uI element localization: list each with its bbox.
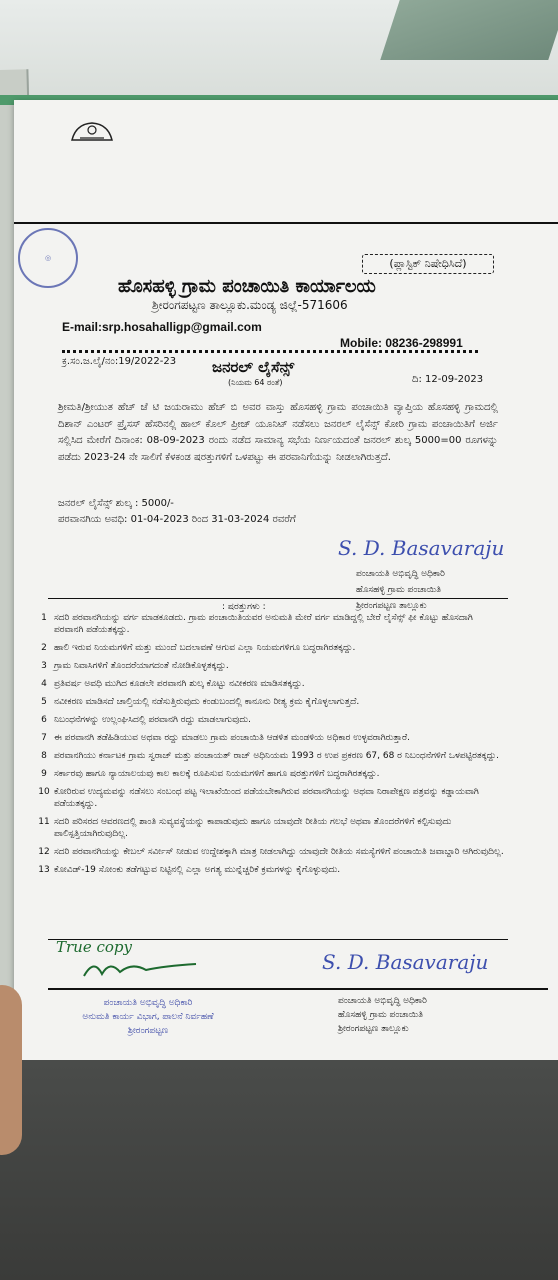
office-address: ಶ್ರೀರಂಗಪಟ್ಟಣ ತಾಲ್ಲೂಕು.ಮಂಡ್ಯ ಜಿಲ್ಲೆ-571606 (152, 298, 348, 312)
table-surface (0, 1060, 558, 1280)
officer-line: ಶ್ರೀರಂಗಪಟ್ಟಣ ತಾಲ್ಲೂಕು (338, 1024, 409, 1034)
office-email: E-mail:srp.hosahalligp@gmail.com (62, 320, 262, 334)
condition-text: ಪ್ರತಿವರ್ಷ ಅವಧಿ ಮುಗಿದ ಕೂಡಲೇ ಪರವಾನಗಿ ಶುಲ್ಕ ಕೊಟ್ಟು ನವೀಕರಣ ಮಾಡಿಸತಕ್ಕದ್ದು. (54, 679, 305, 689)
officer-block-bottom (338, 994, 427, 1036)
officer-line: ಹೊಸಹಳ್ಳಿ ಗ್ರಾಮ ಪಂಚಾಯಿತಿ (338, 1010, 424, 1020)
condition-item (34, 660, 504, 672)
condition-text: ಸರ್ಕಾರವು ಹಾಗೂ ನ್ಯಾಯಾಲಯವು ಕಾಲ ಕಾಲಕ್ಕೆ ರೂಪಿಸುವ ನಿಯಮಗಳಿಗೆ ಹಾಗೂ ಷರತ್ತುಗಳಿಗೆ ಬದ್ಧರಾಗಿರತಕ್ಕದ್ದು. (54, 769, 380, 779)
true-copy-note: True copy (56, 938, 132, 956)
condition-number: 3 (41, 661, 47, 671)
condition-number: 8 (41, 751, 47, 761)
officer-line: ಪಂಚಾಯತಿ ಅಭಿವೃದ್ಧಿ ಅಧಿಕಾರಿ (338, 996, 427, 1006)
condition-number: 9 (41, 769, 47, 779)
condition-text: ಹಾಲಿ ಇರುವ ನಿಯಮಗಳಿಗೆ ಮತ್ತು ಮುಂದೆ ಬದಲಾವಣೆ ಆಗುವ ಎಲ್ಲಾ ನಿಯಮಗಳಿಗೂ ಬದ್ಧರಾಗಿರತಕ್ಕದ್ದು. (54, 643, 356, 653)
attestation-line: ಪಂಚಾಯತಿ ಅಭಿವೃದ್ಧಿ ಅಧಿಕಾರಿ (103, 998, 193, 1008)
conditions-heading: : ಷರತ್ತುಗಳು : (222, 602, 266, 612)
license-validity: ಪರವಾನಗಿಯ ಅವಧಿ: 01-04-2023 ರಿಂದ 31-03-2024 ರವರೆಗೆ (58, 514, 296, 525)
document-bottom-rule (48, 988, 548, 990)
condition-text: ನಿಬಂಧನೆಗಳನ್ನು ಉಲ್ಲಂಘಿಸಿದಲ್ಲಿ ಪರವಾನಗಿ ರದ್ದು ಮಾಡಲಾಗುವುದು. (54, 715, 251, 725)
document-top-rule (14, 222, 558, 224)
emblem-icon (68, 120, 116, 142)
condition-number: 1 (41, 613, 47, 623)
condition-text: ಗ್ರಾಮ ನಿವಾಸಿಗಳಿಗೆ ತೊಂದರೆಯಾಗದಂತೆ ನೋಡಿಕೊಳ್ಳತಕ್ಕದ್ದು. (54, 661, 229, 671)
condition-number: 6 (41, 715, 47, 725)
condition-item (34, 864, 504, 876)
reference-number: ಕ್ರ.ಸಂ.ಜ.ಲೈ/ನಂ:19/2022-23 (62, 356, 177, 367)
condition-text: ಪರವಾನಗಿಯು ಕರ್ನಾಟಕ ಗ್ರಾಮ ಸ್ವರಾಜ್ ಮತ್ತು ಪಂಚಾಯತ್ ರಾಜ್ ಅಧಿನಿಯಮ 1993 ರ ಉಪ ಪ್ರಕರಣ 67, 68 ರ ನಿಬಂಧನೆಗಳಿಗೆ ಒಳಪಟ್ಟಿರತಕ್ಕದ್ದು. (54, 751, 499, 761)
dotted-divider (62, 350, 478, 353)
condition-number: 2 (41, 643, 47, 653)
condition-text: ಕೋರಿರುವ ಉದ್ಯಮವನ್ನು ನಡೆಸಲು ಸಂಬಂಧ ಪಟ್ಟ ಇಲಾಖೆಯಿಂದ ಪಡೆಯಬೇಕಾಗಿರುವ ಪರವಾನಗಿಯನ್ನು ಅಥವಾ ನಿರಾಪೇಕ್ಷಣ ಪತ್ರವನ್ನು ಕಡ್ಡಾಯವಾಗಿ ಪಡೆಯತಕ್ಕದ್ದು. (54, 787, 479, 809)
condition-number: 13 (38, 865, 50, 875)
license-rule: (ನಿಯಮ 64 ರಂತೆ) (228, 378, 283, 387)
condition-item (34, 846, 504, 858)
attestation-line: ಅನುಮತಿ ಕಾರ್ಯ ವಿಭಾಗ, ಪಾಲನೆ ನಿರ್ವಹಣೆ (82, 1012, 214, 1022)
signature-officer-bottom: S. D. Basavaraju (322, 950, 489, 974)
office-title: ಹೊಸಹಳ್ಳಿ ಗ್ರಾಮ ಪಂಚಾಯಿತಿ ಕಾರ್ಯಾಲಯ (118, 276, 376, 297)
attestation-line: ಶ್ರೀರಂಗಪಟ್ಟಣ (127, 1026, 169, 1036)
condition-item (34, 612, 504, 636)
condition-text: ಈ ಪರವಾನಗಿ ತಡೆಹಿಡಿಯುವ ಅಥವಾ ರದ್ದು ಮಾಡಲು ಗ್ರಾಮ ಪಂಚಾಯಿತಿ ಆಡಳಿತ ಮಂಡಳಿಯ ಅಧಿಕಾರ ಉಳ್ಳವರಾಗಿರುತ್ತಾರೆ. (54, 733, 410, 743)
condition-number: 10 (38, 787, 50, 797)
condition-text: ಸದರಿ ಪರವಾನಗಿಯನ್ನು ಕೇಬಲ್ ಸರ್ವೀಸ್ ನೀಡುವ ಉದ್ದೇಶಕ್ಕಾಗಿ ಮಾತ್ರ ನೀಡಲಾಗಿದ್ದು ಯಾವುದೇ ರೀತಿಯ ಸಮಸ್ಯೆಗಳಿಗೆ ಪಂಚಾಯಿತಿ ಜವಾಬ್ದಾರಿ ಆಗಿರುವುದಿಲ್ಲ. (54, 847, 504, 857)
condition-item (34, 750, 504, 762)
office-stamp: ◎ (18, 228, 78, 288)
condition-text: ಸದರಿ ಪರಿಸರದ ಆವರಣದಲ್ಲಿ ಶಾಂತಿ ಸುವ್ಯವಸ್ಥೆಯನ್ನು ಕಾಪಾಡುವುದು ಹಾಗೂ ಯಾವುದೇ ರೀತಿಯ ಗಲಭೆ ಅಥವಾ ತೊಂದರೆಗಳಿಗೆ ಕಲ್ಪಿಸುವುದು ಪಾಲಿಸ್ಪತ್ತಿಯಾಗಿರುವುದಿಲ್ಲ. (54, 817, 452, 839)
license-body: ಶ್ರೀಮತಿ/ಶ್ರೀಯುತ ಹೆಚ್ ಜೆ ಟಿ ಜಯರಾಮು ಹೆಚ್ ಬಿ ಅವರ ವಾಸ್ತು ಹೊಸಹಳ್ಳಿ ಗ್ರಾಮ ಪಂಚಾಯಿತಿ ವ್ಯಾಪ್ತಿಯ ಹೊಸಹಳ್ಳಿ ಗ್ರಾಮದಲ್ಲಿ ದಿಶಾನ್ ಎಂಟರ್ ಪ್ರೈಸಸ್ ಹೆಸರಿನಲ್ಲಿ ಹಾಲ್ ಕೊಲ್ ಪ್ರೀಜ್ ಯೂನಿಟ್ ನಡೆಸಲು ಜನರಲ್ ಲೈಸೆನ್ಸ್ ಕೋರಿ ಗ್ರಾಮ ಪಂಚಾಯಿತಿಗೆ ಅರ್ಜಿ ಸಲ್ಲಿಸಿದ ಮೇರೆಗೆ ದಿನಾಂಕ: 08-09-2023 ರಂದು ನಡೆದ ಸಾಮಾನ್ಯ ಸಭೆಯ ನಿರ್ಣಯದಂತೆ ಜನರಲ್ ಶುಲ್ಕ 5000=00 ರೂಗಳನ್ನು ಪಡೆದು 2023-24 ನೇ ಸಾಲಿಗೆ ಕೆಳಕಂಡ ಷರತ್ತುಗಳಿಗೆ ಒಳಪಟ್ಟು ಈ ಪರವಾನಿಗೆಯನ್ನು ನೀಡಲಾಗಿರುತ್ತದೆ. (58, 402, 498, 463)
office-mobile: Mobile: 08236-298991 (340, 336, 463, 350)
officer-line: ಹೊಸಹಳ್ಳಿ ಗ್ರಾಮ ಪಂಚಾಯಿತಿ (356, 585, 442, 595)
condition-item (34, 696, 504, 708)
green-signature-mark (80, 956, 200, 982)
condition-item (34, 714, 504, 726)
condition-item (34, 768, 504, 780)
signature-officer: S. D. Basavaraju (338, 536, 505, 560)
issue-date: ದಿ: 12-09-2023 (412, 374, 484, 385)
condition-number: 7 (41, 733, 47, 743)
license-title: ಜನರಲ್ ಲೈಸೆನ್ಸ್ (212, 358, 295, 376)
condition-text: ಕೋವಿಡ್-19 ಸೋಂಕು ತಡೆಗಟ್ಟುವ ನಿಟ್ಟಿನಲ್ಲಿ ಎಲ್ಲಾ ಅಗತ್ಯ ಮುನ್ನೆಚ್ಚರಿಕೆ ಕ್ರಮಗಳನ್ನು ಕೈಗೊಳ್ಳುವುದು. (54, 865, 341, 875)
condition-number: 4 (41, 679, 47, 689)
holding-thumb (0, 985, 22, 1155)
condition-item (34, 678, 504, 690)
condition-item (34, 816, 504, 840)
condition-item (34, 642, 504, 654)
attestation-block (58, 996, 238, 1038)
condition-item (34, 786, 504, 810)
condition-text: ಸದರಿ ಪರವಾನಗಿಯನ್ನು ವರ್ಗ ಮಾಡಕೂಡದು. ಗ್ರಾಮ ಪಂಚಾಯಿತಿಯವರ ಅನುಮತಿ ಮೇರೆ ವರ್ಗ ಮಾಡಿದ್ದಲ್ಲಿ ಬೇರೆ ಲೈಸೆನ್ಸ್ ಫೀ ಕೊಟ್ಟು ಹೊಸದಾಗಿ ಪರವಾನಗಿ ಪಡೆಯತಕ್ಕದ್ದು. (54, 613, 473, 635)
condition-number: 12 (38, 847, 50, 857)
condition-text: ನವೀಕರಣ ಮಾಡಿಸದೆ ಚಾಲ್ತಿಯಲ್ಲಿ ನಡೆಸುತ್ತಿರುವುದು ಕಂಡುಬಂದಲ್ಲಿ ಕಾನೂನು ರೀತ್ಯ ಕ್ರಮ ಕೈಗೊಳ್ಳಲಾಗುತ್ತದೆ. (54, 697, 360, 707)
condition-number: 5 (41, 697, 47, 707)
condition-number: 11 (38, 817, 50, 827)
green-sheet (380, 0, 558, 60)
officer-line: ಪಂಚಾಯತಿ ಅಭಿವೃದ್ಧಿ ಅಧಿಕಾರಿ (356, 569, 445, 579)
officer-line: ಶ್ರೀರಂಗಪಟ್ಟಣ ತಾಲ್ಲೂಕು (356, 601, 427, 611)
conditions-list (34, 612, 504, 882)
plastic-ban-note: (ಪ್ಲಾಸ್ಟಿಕ್ ನಿಷೇಧಿಸಿದೆ) (362, 254, 494, 274)
license-fee: ಜನರಲ್ ಲೈಸೆನ್ಸ್ ಶುಲ್ಕ : 5000/- (58, 498, 174, 509)
condition-item (34, 732, 504, 744)
